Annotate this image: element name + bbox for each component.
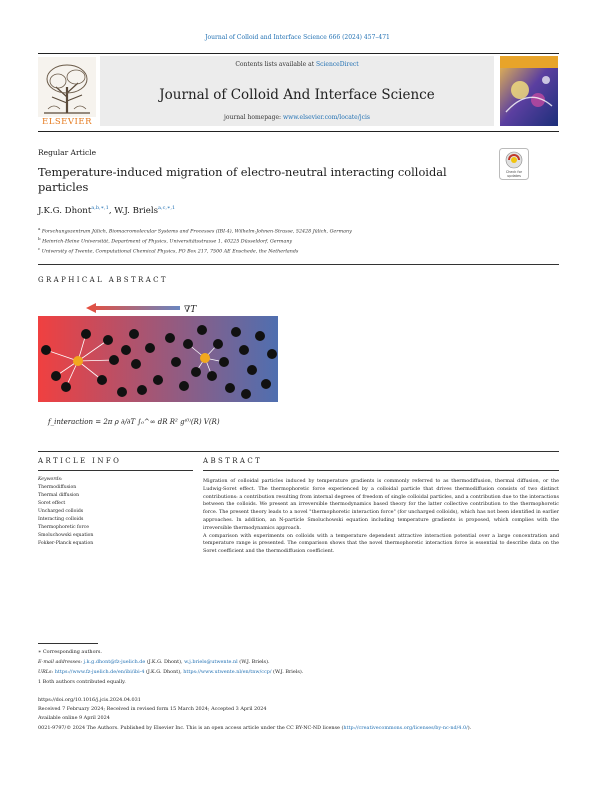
affiliation bbox=[38, 236, 292, 245]
info-rule bbox=[38, 470, 193, 471]
check-updates-label: Check for updates bbox=[505, 170, 523, 178]
email-owner: (W.J. Briels). bbox=[239, 659, 270, 665]
section-divider bbox=[38, 264, 559, 265]
affiliation bbox=[38, 246, 298, 255]
affiliation-text: University of Twente, Computational Chemical Physics, PO Box 217, 7500 AE Enschede, the Netherlands bbox=[41, 249, 299, 255]
journal-reference[interactable]: Journal of Colloid and Interface Science 666 (2024) 457–471 bbox=[205, 34, 390, 41]
abstract-paragraph: Migration of colloidal particles induced by temperature gradients is commonly referred to as thermodiffusion, thermal diffusion, or the Ludwig-Soret effect. The thermophoretic force experienced by a colloidal particle that drives thermodiffusion consists of two distinct contributions: a contribution resulting from internal degrees of freedom of single colloidal particles, and a contribution due to the interactions between the colloids. We present an irreversible thermodynamics based theory for the latter collective contribution to the thermophoretic force. The present theory leads to a novel "thermophoretic interaction force" (for uncharged colloids), which has not been identified in earlier approaches. In addition, an N-particle Smoluchowski equation including temperature gradients is proposed, which complies with the irreversible thermodynamics approach. bbox=[203, 478, 559, 531]
author-name: J.K.G. Dhont bbox=[38, 205, 92, 216]
graphical-abstract-heading: GRAPHICAL ABSTRACT bbox=[38, 276, 168, 284]
homepage-prefix: journal homepage: bbox=[224, 114, 283, 121]
url-owner: (J.K.G. Dhont), bbox=[146, 669, 182, 675]
homepage-link[interactable]: www.elsevier.com/locate/jcis bbox=[282, 114, 370, 121]
keyword: Thermophoretic force bbox=[38, 525, 89, 530]
abstract-heading: ABSTRACT bbox=[203, 457, 263, 465]
license-text: 0021-9797/© 2024 The Authors. Published by Elsevier Inc. This is an open access article under the CC BY-NC-ND license ( bbox=[38, 725, 344, 731]
keyword: Uncharged colloids bbox=[38, 509, 84, 514]
publisher-logo-text: ELSEVIER bbox=[42, 117, 92, 127]
abstract-rule bbox=[203, 470, 559, 471]
url-link[interactable]: https://www.utwente.nl/en/tnw/ccp/ bbox=[183, 669, 272, 675]
corresponding-note: ∗ Corresponding authors. bbox=[38, 649, 102, 655]
license-end: ). bbox=[467, 725, 472, 731]
received-dates: Received 7 February 2024; Received in revised form 15 March 2024; Accepted 3 April 2024 bbox=[38, 706, 267, 712]
article-info-heading: ARTICLE INFO bbox=[38, 457, 122, 465]
article-type: Regular Article bbox=[38, 148, 97, 157]
url-link[interactable]: https://www.fz-juelich.de/en/ibi/ibi-4 bbox=[54, 669, 145, 675]
url-label: URLs: bbox=[38, 669, 54, 675]
url-owner: (W.J. Briels). bbox=[273, 669, 304, 675]
email-owner: (J.K.G. Dhont), bbox=[146, 659, 183, 665]
keyword: Soret effect bbox=[38, 501, 66, 506]
author-name: W.J. Briels bbox=[114, 205, 158, 216]
graphical-abstract-figure bbox=[38, 292, 278, 437]
contents-line bbox=[100, 61, 494, 68]
affiliation bbox=[38, 226, 352, 235]
license-line bbox=[38, 724, 559, 732]
doi-link[interactable]: https://doi.org/10.1016/j.jcis.2024.04.031 bbox=[38, 697, 141, 703]
keyword: Thermal diffusion bbox=[38, 493, 80, 498]
keyword: Smoluchowski equation bbox=[38, 533, 94, 538]
online-date: Available online 9 April 2024 bbox=[38, 715, 110, 721]
journal-cover-image bbox=[500, 56, 558, 126]
affiliation-text: Heinrich-Heine Universität, Department of Physics, Universitätsstrasse 1, 40225 Düsseldorf, Germany bbox=[42, 239, 293, 245]
keywords-label: Keywords: bbox=[38, 477, 63, 482]
footnote-rule bbox=[38, 643, 98, 644]
author-marks[interactable]: a,b,∗,1 bbox=[91, 205, 109, 211]
author-list bbox=[38, 205, 175, 216]
email-label: E-mail addresses: bbox=[38, 659, 83, 665]
email-link[interactable]: w.j.briels@utwente.nl bbox=[184, 659, 238, 665]
affiliation-mark: a bbox=[38, 226, 41, 231]
affiliation-mark: b bbox=[38, 236, 41, 241]
abstract-text bbox=[203, 478, 559, 556]
author-separator: , bbox=[108, 205, 115, 216]
url-line bbox=[38, 669, 303, 675]
article-title: Temperature-induced migration of electro-neutral interacting colloidal particles bbox=[38, 165, 447, 194]
abstract-paragraph: A comparison with experiments on colloids with a temperature dependent attractive interaction potential over a large concentration and temperature range is presented. The comparison shows that the novel thermophoretic interaction force is essential to describe data on the Soret coefficient and the thermodiffusion coefficient. bbox=[203, 532, 559, 555]
journal-title: Journal of Colloid And Interface Science bbox=[159, 87, 435, 103]
ga-equation: f_interaction = 2π ρ ∂/∂T ∫₀^∞ dR R² g⁽⁰⁾(R) V(R) bbox=[48, 418, 220, 426]
license-link[interactable]: http://creativecommons.org/licenses/by-nc-nd/4.0/ bbox=[343, 725, 468, 731]
email-line bbox=[38, 659, 270, 665]
keyword: Interacting colloids bbox=[38, 517, 84, 522]
affiliation-mark: c bbox=[38, 246, 41, 251]
check-for-updates-button[interactable] bbox=[499, 148, 529, 180]
affiliation-text: Forschungszentrum Jülich, Biomacromolecular Systems and Processes (IBI-4), Wilhelm-Johnen-Strasse, 52428 Jülich, Germany bbox=[41, 229, 352, 235]
keyword: Fokker-Planck equation bbox=[38, 541, 94, 546]
homepage-line bbox=[100, 114, 494, 121]
equal-contribution-note: 1 Both authors contributed equally. bbox=[38, 679, 126, 685]
contents-prefix: Contents lists available at bbox=[235, 61, 317, 68]
email-link[interactable]: j.k.g.dhont@fz-juelich.de bbox=[83, 659, 146, 665]
gradient-label: ∇T bbox=[184, 305, 197, 315]
sciencedirect-link[interactable]: ScienceDirect bbox=[316, 61, 359, 68]
keyword: Thermodiffusion bbox=[38, 485, 77, 490]
section-divider bbox=[38, 451, 559, 452]
author-marks[interactable]: a,c,∗,1 bbox=[158, 205, 176, 211]
